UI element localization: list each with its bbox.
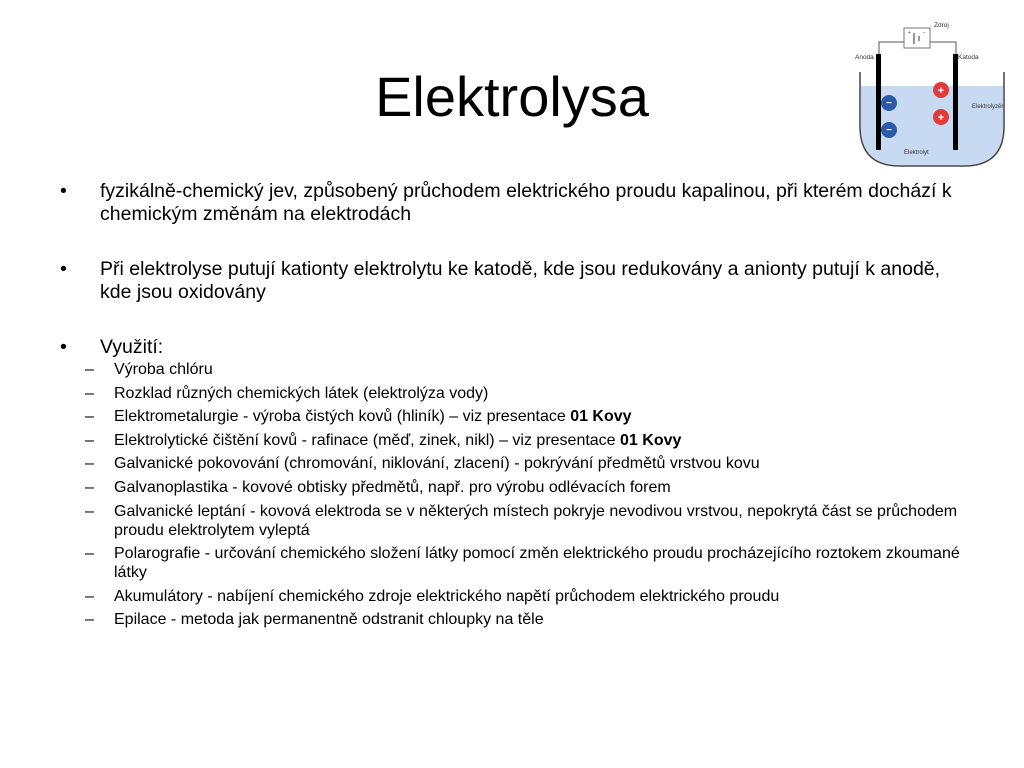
sub-item (85, 454, 965, 473)
sub-text: Rozklad různých chemických látek (elektrolýza vody) (114, 384, 489, 402)
sub-item (85, 360, 965, 379)
sub-item (85, 587, 965, 606)
sub-marker: – (85, 455, 94, 473)
sub-text: Galvanoplastika - kovové obtisky předmětů, např. pro výrobu odlévacích forem (114, 478, 671, 496)
usage-sublist (85, 360, 965, 634)
sub-marker: – (85, 478, 94, 496)
svg-text:+: + (937, 112, 945, 124)
battery-minus-label: − (923, 30, 926, 36)
bullet-text: Využití: (100, 336, 164, 358)
sub-marker: – (85, 587, 94, 605)
sub-text: Galvanické pokovování (chromování, niklování, zlacení) - pokrývání předmětů vrstvou kovu (114, 455, 760, 473)
electrolysis-diagram (848, 14, 1024, 180)
sub-item (85, 544, 965, 582)
sub-bold: 01 Kovy (570, 408, 632, 426)
anion-1 (881, 95, 897, 111)
sub-bold: 01 Kovy (620, 431, 682, 449)
svg-text:−: − (886, 98, 892, 109)
bullet-item (60, 336, 965, 359)
sub-marker: – (85, 384, 94, 402)
svg-text:−: − (886, 125, 892, 136)
anode-electrode (876, 54, 881, 150)
sub-marker: – (85, 502, 94, 520)
bullet-text: Při elektrolyse putují kationty elektrolytu ke katodě, kde jsou redukovány a anionty putují k anodě, kde jsou oxidovány (100, 258, 941, 303)
electrolyte-liquid (861, 86, 1003, 165)
sub-item (85, 407, 965, 426)
cation-1 (933, 82, 949, 98)
anode-label: Anoda (855, 54, 874, 61)
bullet-marker: • (60, 336, 67, 358)
source-label: Zdroj (934, 22, 949, 29)
sub-marker: – (85, 361, 94, 378)
svg-text:+: + (937, 85, 945, 97)
electrolyte-label: Elektrolyt (904, 150, 929, 156)
sub-item (85, 431, 965, 450)
sub-marker: – (85, 408, 94, 426)
sub-marker: – (85, 545, 94, 563)
cathode-label: Katoda (958, 54, 979, 61)
sub-text: Polarografie - určování chemického složení látky pomocí změn elektrického proudu procházejícího roztokem zkoumané látky (114, 545, 960, 582)
vessel-label: Elektrolyzér (972, 104, 1004, 110)
cation-2 (933, 109, 949, 125)
sub-text: Elektrometalurgie - výroba čistých kovů (hliník) – viz presentace (114, 408, 571, 426)
battery-plus-label: + (908, 30, 911, 36)
bullet-item (60, 258, 965, 304)
sub-text: Galvanické leptání - kovová elektroda se v některých místech pokryje nevodivou vrstvou, nepokrytá část se průchodem proudu elektrolytem vyleptá (114, 502, 958, 539)
sub-text: Výroba chlóru (114, 361, 213, 378)
sub-text: Akumulátory - nabíjení chemického zdroje elektrického napětí průchodem elektrického proudu (114, 587, 780, 605)
sub-marker: – (85, 431, 94, 449)
sub-marker: – (85, 611, 94, 629)
sub-item (85, 478, 965, 497)
sub-text: Epilace - metoda jak permanentně odstranit chloupky na těle (114, 611, 544, 629)
sub-item (85, 502, 965, 540)
anion-2 (881, 122, 897, 138)
cathode-electrode (953, 54, 958, 150)
sub-item (85, 610, 965, 629)
bullet-text: fyzikálně-chemický jev, způsobený průchodem elektrického proudu kapalinou, při kterém dochází k chemickým změnám na elektrodách (100, 180, 952, 225)
bullet-marker: • (60, 258, 67, 280)
bullet-marker: • (60, 180, 67, 202)
slide-title: Elektrolysa (375, 65, 649, 128)
sub-text: Elektrolytické čištění kovů - rafinace (měď, zinek, nikl) – viz presentace (114, 431, 621, 449)
sub-item (85, 384, 965, 403)
bullet-item (60, 180, 965, 226)
